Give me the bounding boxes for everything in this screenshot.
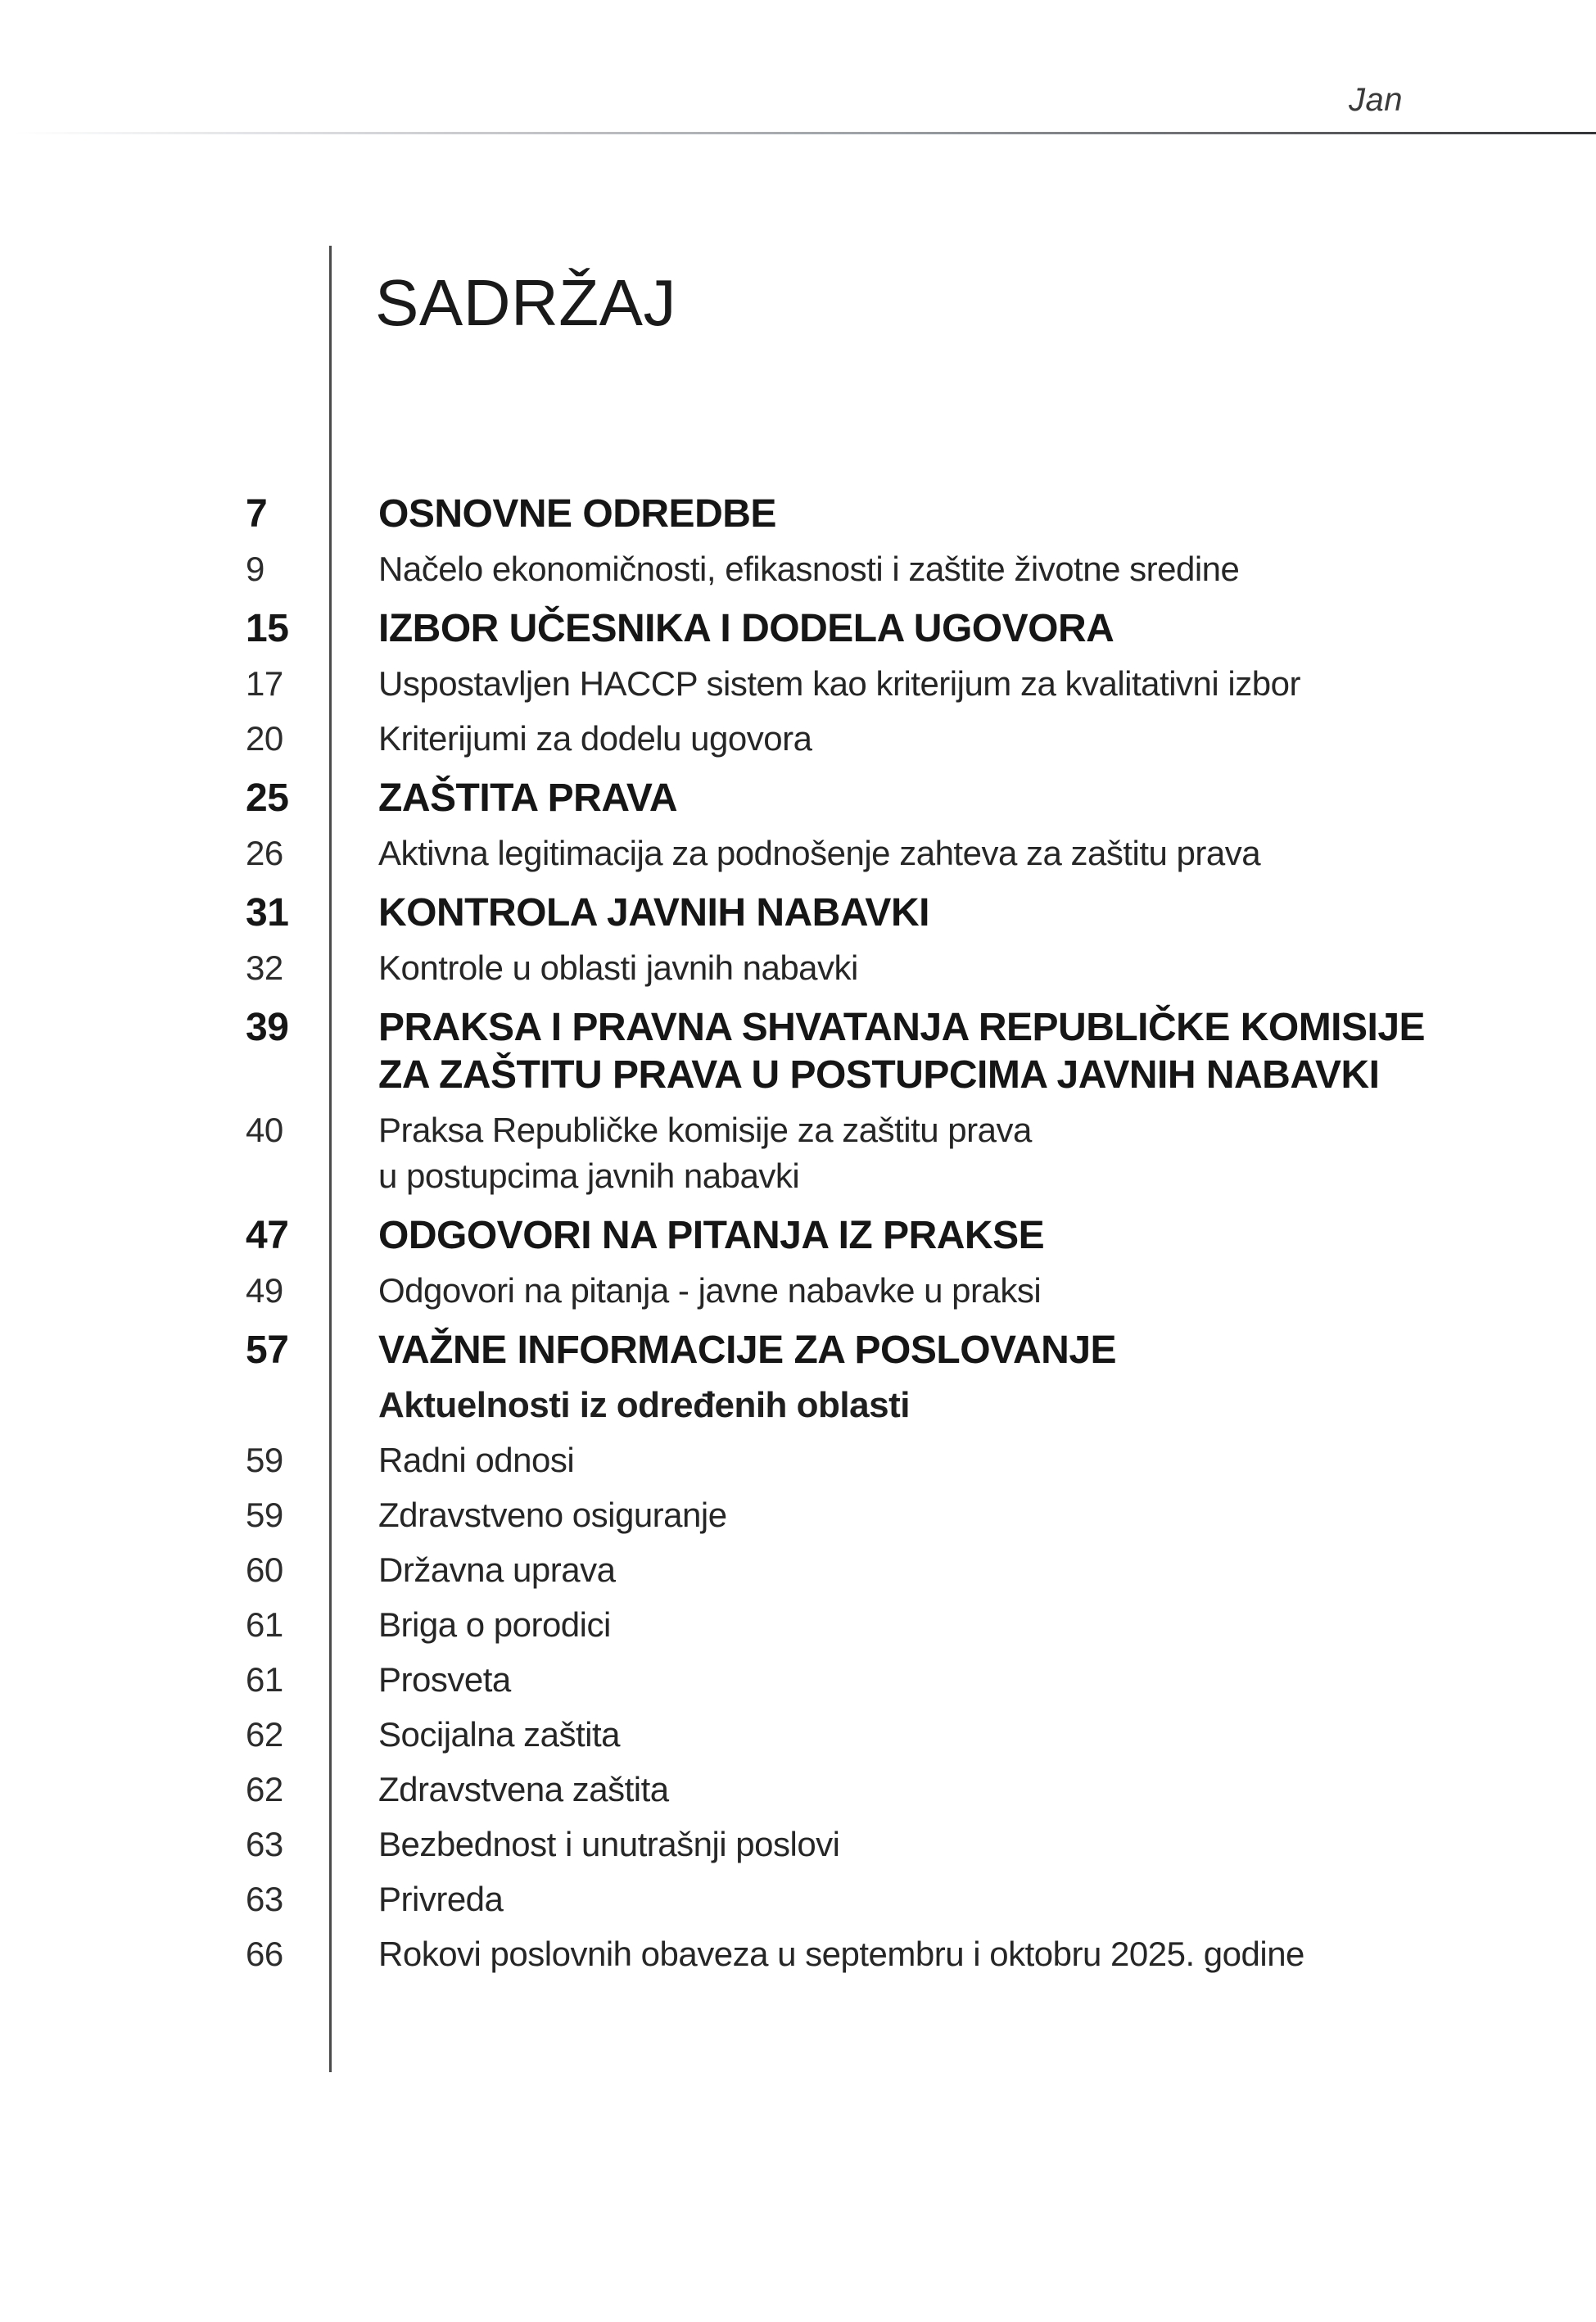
toc-page-number: 61 bbox=[246, 1660, 283, 1699]
toc-page-number: 62 bbox=[246, 1715, 283, 1754]
toc-page-number: 17 bbox=[246, 664, 283, 703]
toc-entry-line: ODGOVORI NA PITANJA IZ PRAKSE bbox=[378, 1214, 1045, 1257]
toc-entry-title bbox=[378, 661, 1523, 707]
toc-page-number: 62 bbox=[246, 1770, 283, 1808]
toc-entry-title bbox=[378, 1876, 1523, 1922]
toc-entry-line: VAŽNE INFORMACIJE ZA POSLOVANJE bbox=[378, 1328, 1117, 1372]
toc-row bbox=[246, 1547, 1523, 1593]
toc-entry-title bbox=[378, 1712, 1523, 1758]
toc-entry-title bbox=[378, 1822, 1523, 1867]
toc-entry-title bbox=[378, 1268, 1523, 1314]
toc-entry-line: Odgovori na pitanja - javne nabavke u praksi bbox=[378, 1271, 1042, 1310]
toc-entry-line: Rokovi poslovnih obaveza u septembru i oktobru 2025. godine bbox=[378, 1935, 1304, 1973]
toc-entry-line: Uspostavljen HACCP sistem kao kriterijum za kvalitativni izbor bbox=[378, 664, 1300, 703]
toc-entry-line: Kriterijumi za dodelu ugovora bbox=[378, 719, 812, 758]
toc-entry-title bbox=[378, 889, 1523, 937]
toc-entry-line: Kontrole u oblasti javnih nabavki bbox=[378, 948, 858, 987]
toc-row bbox=[246, 1931, 1523, 1977]
toc-entry-title bbox=[378, 775, 1523, 822]
toc-page-number: 63 bbox=[246, 1880, 283, 1918]
toc-entry-title bbox=[378, 1107, 1523, 1199]
toc-entry-title bbox=[378, 945, 1523, 991]
toc-row bbox=[246, 661, 1523, 707]
toc-entry-line: IZBOR UČESNIKA I DODELA UGOVORA bbox=[378, 607, 1114, 650]
toc-entry-title bbox=[378, 1492, 1523, 1538]
toc-page-number: 31 bbox=[246, 891, 289, 935]
toc-row bbox=[246, 1712, 1523, 1758]
toc-page-number: 26 bbox=[246, 834, 283, 872]
toc-entry-line: Briga o porodici bbox=[378, 1605, 611, 1644]
toc-list bbox=[246, 478, 1523, 1986]
toc-entry-title bbox=[378, 716, 1523, 762]
toc-entry-line: Socijalna zaštita bbox=[378, 1715, 620, 1754]
toc-entry-line: PRAKSA I PRAVNA SHVATANJA REPUBLIČKE KOMISIJE bbox=[378, 1006, 1426, 1049]
toc-row bbox=[246, 1657, 1523, 1703]
toc-entry-title bbox=[378, 1383, 1523, 1428]
toc-entry-line: u postupcima javnih nabavki bbox=[378, 1156, 800, 1195]
toc-row bbox=[246, 1107, 1523, 1199]
toc-row bbox=[246, 831, 1523, 876]
toc-page-number: 15 bbox=[246, 607, 289, 650]
toc-entry-title bbox=[378, 1327, 1523, 1374]
toc-entry-line: KONTROLA JAVNIH NABAVKI bbox=[378, 891, 929, 935]
toc-entry-line: Privreda bbox=[378, 1880, 504, 1918]
toc-entry-line: Praksa Republičke komisije za zaštitu prava bbox=[378, 1111, 1032, 1149]
toc-row bbox=[246, 1327, 1523, 1374]
toc-entry-title bbox=[378, 546, 1523, 592]
toc-entry-title bbox=[378, 1767, 1523, 1813]
toc-row bbox=[246, 1492, 1523, 1538]
toc-page-number: 59 bbox=[246, 1441, 283, 1479]
toc-entry-line: Aktivna legitimacija za podnošenje zahteva za zaštitu prava bbox=[378, 834, 1261, 872]
toc-entry-title bbox=[378, 1212, 1523, 1260]
toc-page-number: 32 bbox=[246, 948, 283, 987]
toc-entry-line: Radni odnosi bbox=[378, 1441, 575, 1479]
toc-row bbox=[246, 605, 1523, 653]
toc-page-number: 57 bbox=[246, 1328, 289, 1372]
toc-page-number: 25 bbox=[246, 776, 289, 820]
page-title: SADRŽAJ bbox=[375, 265, 676, 339]
toc-entry-title bbox=[378, 1547, 1523, 1593]
toc-entry-title bbox=[378, 1437, 1523, 1483]
toc-entry-title bbox=[378, 1931, 1523, 1977]
toc-page-number: 47 bbox=[246, 1214, 289, 1257]
toc-entry-title bbox=[378, 1602, 1523, 1648]
toc-entry-line: Zdravstveno osiguranje bbox=[378, 1496, 727, 1534]
toc-row bbox=[246, 1268, 1523, 1314]
toc-row bbox=[246, 716, 1523, 762]
toc-row bbox=[246, 546, 1523, 592]
toc-row bbox=[246, 1876, 1523, 1922]
toc-entry-line: Načelo ekonomičnosti, efikasnosti i zaštite životne sredine bbox=[378, 550, 1240, 588]
toc-row bbox=[246, 1212, 1523, 1260]
toc-entry-line: ZAŠTITA PRAVA bbox=[378, 776, 678, 820]
toc-entry-line: ZA ZAŠTITU PRAVA U POSTUPCIMA JAVNIH NABAVKI bbox=[378, 1053, 1380, 1097]
toc-row bbox=[246, 1383, 1523, 1428]
toc-entry-line: Zdravstvena zaštita bbox=[378, 1770, 669, 1808]
toc-page-number: 9 bbox=[246, 550, 264, 588]
toc-page-number: 63 bbox=[246, 1825, 283, 1863]
toc-page-number: 7 bbox=[246, 492, 268, 536]
toc-page-number: 40 bbox=[246, 1111, 283, 1149]
toc-entry-title bbox=[378, 605, 1523, 653]
toc-page-number: 61 bbox=[246, 1605, 283, 1644]
header-divider bbox=[15, 132, 1596, 134]
toc-row bbox=[246, 1437, 1523, 1483]
toc-page-number: 49 bbox=[246, 1271, 283, 1310]
toc-page-number: 60 bbox=[246, 1550, 283, 1589]
toc-row bbox=[246, 1602, 1523, 1648]
toc-entry-line: OSNOVNE ODREDBE bbox=[378, 492, 776, 536]
toc-row bbox=[246, 1004, 1523, 1099]
toc-row bbox=[246, 775, 1523, 822]
toc-row bbox=[246, 491, 1523, 538]
toc-row bbox=[246, 1767, 1523, 1813]
toc-entry-title bbox=[378, 831, 1523, 876]
toc-page-number: 66 bbox=[246, 1935, 283, 1973]
toc-page-number: 20 bbox=[246, 719, 283, 758]
toc-entry-line: Prosveta bbox=[378, 1660, 511, 1699]
toc-entry-title bbox=[378, 1004, 1523, 1099]
toc-entry-title bbox=[378, 491, 1523, 538]
toc-row bbox=[246, 889, 1523, 937]
toc-entry-line: Bezbednost i unutrašnji poslovi bbox=[378, 1825, 840, 1863]
toc-entry-line: Aktuelnosti iz određenih oblasti bbox=[378, 1385, 910, 1425]
toc-page-number: 59 bbox=[246, 1496, 283, 1534]
toc-row bbox=[246, 945, 1523, 991]
toc-entry-title bbox=[378, 1657, 1523, 1703]
toc-entry-line: Državna uprava bbox=[378, 1550, 616, 1589]
toc-page-number: 39 bbox=[246, 1006, 289, 1049]
issue-label: Jan bbox=[1349, 82, 1403, 118]
toc-row bbox=[246, 1822, 1523, 1867]
